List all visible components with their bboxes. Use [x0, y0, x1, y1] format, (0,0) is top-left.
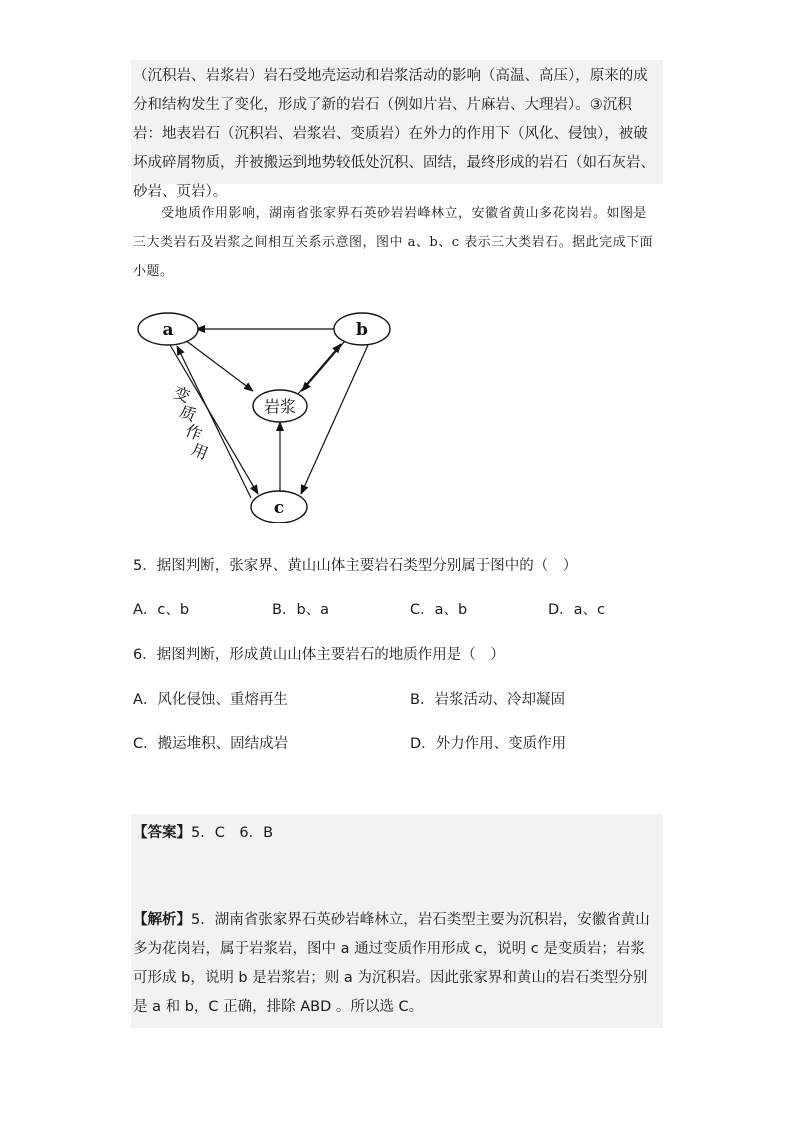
edge-label-metamorphism [171, 383, 211, 464]
arrow-b-to-magma [302, 341, 345, 391]
top-paragraph: （沉积岩、岩浆岩）岩石受地壳运动和岩浆活动的影响（高温、高压），原来的成分和结构发生了变化，形成了新的岩石（例如片岩、片麻岩、大理岩）。③沉积岩：地表岩石（沉积岩、岩浆岩、变质岩）在外力的作用下（风化、侵蚀），被破坏成碎屑物质，并被搬运到地势较低处沉积、固结，最终形成的岩石（如石灰岩、砂岩、页岩）。 [133, 68, 655, 200]
question-6-option-a: A．风化侵蚀、重熔再生 [133, 692, 288, 708]
question-6-option-d: D．外力作用、变质作用 [410, 736, 567, 752]
node-a-label: a [162, 320, 174, 340]
question-5-option-a: A．c、b [133, 602, 190, 618]
question-5-option-b: B．b、a [272, 602, 330, 618]
arrow-b-to-c [301, 345, 368, 494]
question-5-option-d: D．a、c [548, 602, 606, 618]
question-5-option-c: C．a、b [410, 602, 468, 618]
edge-label-char-2: 质 [176, 401, 199, 426]
analysis-tag: 【解析】 [133, 912, 191, 928]
question-6-option-c: C．搬运堆积、固结成岩 [133, 736, 289, 752]
answer-tag: 【答案】 [133, 825, 191, 841]
answer-line [133, 821, 273, 842]
edge-label-char-1: 变 [170, 382, 193, 407]
question-6-option-b: B．岩浆活动、冷却凝固 [410, 692, 565, 708]
rock-cycle-diagram [130, 308, 400, 523]
arrow-magma-to-b [298, 344, 341, 394]
analysis-paragraph [133, 906, 659, 1022]
edge-label-char-3: 作 [182, 420, 205, 445]
node-c-label: c [273, 498, 285, 518]
analysis-text: 5．湖南省张家界石英砂岩峰林立，岩石类型主要为沉积岩，安徽省黄山多为花岗岩，属于岩浆岩，图中 a 通过变质作用形成 c，说明 c 是变质岩；岩浆可形成 b，说明 b 是岩浆岩；则 a 为沉积岩。因此张家界和黄山的岩石类型分别是 a 和 b，C 正确，排除 ABD 。所以选 C。 [133, 912, 650, 1015]
answer-text: 5．C 6．B [191, 825, 274, 841]
node-b-label: b [356, 320, 368, 340]
question-5-stem: 5．据图判断，张家界、黄山山体主要岩石类型分别属于图中的（ ） [133, 558, 578, 574]
edge-label-char-4: 用 [188, 439, 211, 464]
question-6-stem: 6．据图判断，形成黄山山体主要岩石的地质作用是（ ） [133, 647, 505, 663]
node-magma-label: 岩浆 [263, 397, 297, 416]
question-intro: 受地质作用影响，湖南省张家界石英砂岩岩峰林立，安徽省黄山多花岗岩。如图是三大类岩石及岩浆之间相互关系示意图，图中 a、b、c 表示三大类岩石。据此完成下面小题。 [133, 206, 654, 279]
